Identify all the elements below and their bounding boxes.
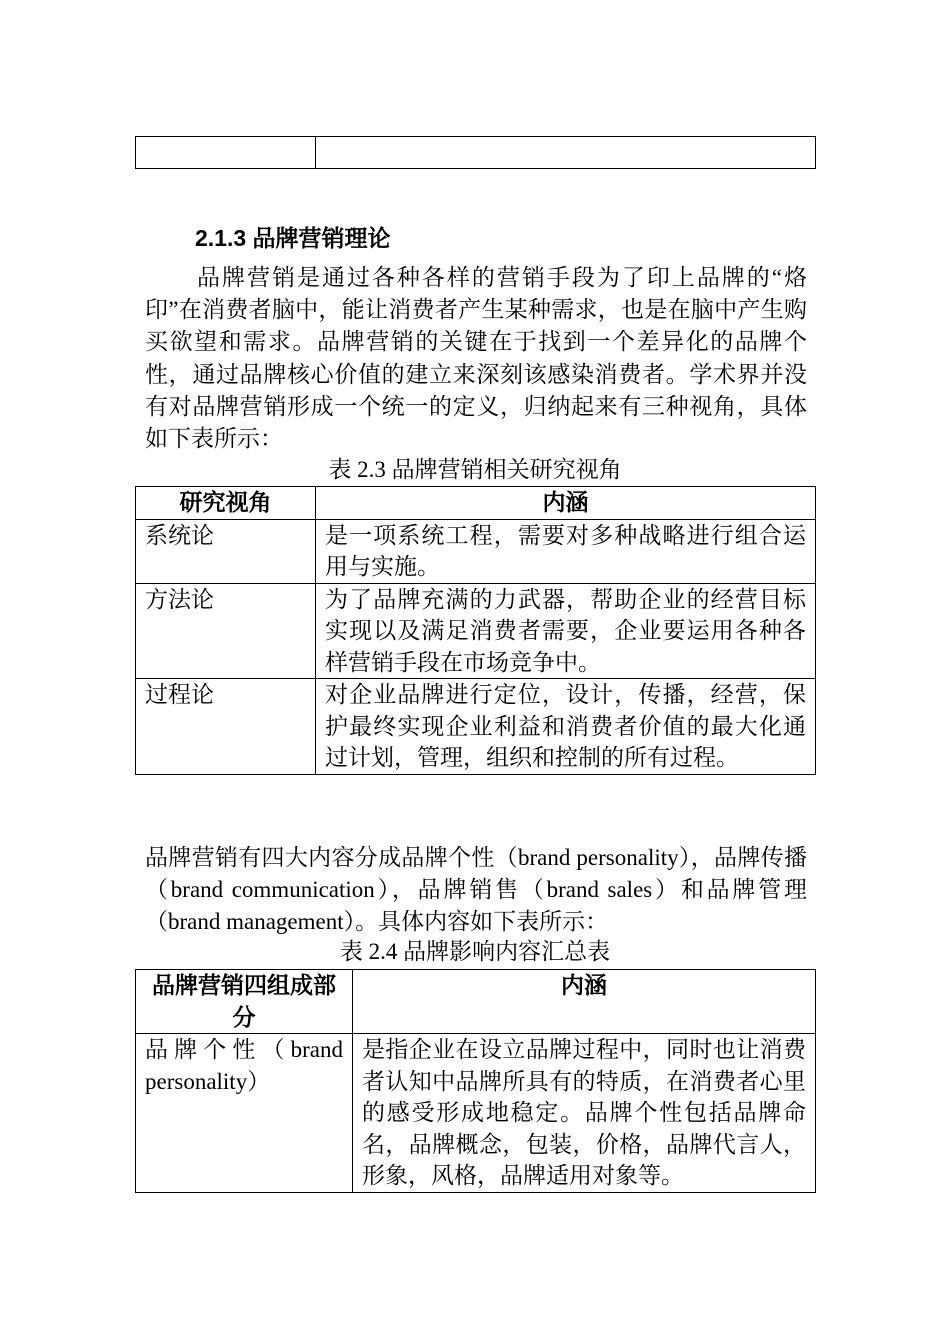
table-cell: 是一项系统工程，需要对多种战略进行组合运用与实施。 xyxy=(316,519,816,583)
table-caption-2-3: 表 2.3 品牌营销相关研究视角 xyxy=(328,457,622,482)
table-cell: 对企业品牌进行定位，设计，传播，经营，保护最终实现企业利益和消费者价值的最大化通过计划，管理，组织和控制的所有过程。 xyxy=(316,679,816,775)
table-cell: 系统论 xyxy=(136,519,316,583)
table-cell xyxy=(316,137,816,169)
table-row xyxy=(136,1034,816,1193)
table-cell: 为了品牌充满的力武器，帮助企业的经营目标实现以及满足消费者需要，企业要运用各种各样营销手段在市场竞争中。 xyxy=(316,583,816,679)
table-row xyxy=(136,679,816,775)
table-caption-2-4: 表 2.4 品牌影响内容汇总表 xyxy=(339,939,611,964)
table-cell xyxy=(136,137,316,169)
column-header-perspective: 研究视角 xyxy=(136,487,316,520)
table-row xyxy=(136,137,816,169)
section-heading: 2.1.3 品牌营销理论 xyxy=(195,225,391,251)
table-row xyxy=(136,519,816,583)
column-header-meaning: 内涵 xyxy=(353,970,816,1034)
column-header-components: 品牌营销四组成部分 xyxy=(136,970,353,1034)
table-header-row xyxy=(136,487,816,520)
table-header-row xyxy=(136,970,816,1034)
column-header-meaning: 内涵 xyxy=(316,487,816,520)
research-perspective-table xyxy=(135,486,816,775)
previous-table-fragment xyxy=(135,136,816,169)
body-paragraph-2: 品牌营销有四大内容分成品牌个性（brand personality），品牌传播（brand communication），品牌销售（brand sales）和品牌管理（brand management）。具体内容如下表所示： xyxy=(145,845,807,935)
table-cell: 品牌个性（brand personality） xyxy=(136,1034,353,1193)
table-cell: 是指企业在设立品牌过程中，同时也让消费者认知中品牌所具有的特质，在消费者心里的感受形成地稳定。品牌个性包括品牌命名，品牌概念，包装，价格，品牌代言人，形象，风格，品牌适用对象等。 xyxy=(353,1034,816,1193)
brand-influence-summary-table xyxy=(135,969,816,1193)
table-cell: 过程论 xyxy=(136,679,316,775)
table-cell: 方法论 xyxy=(136,583,316,679)
table-row xyxy=(136,583,816,679)
body-paragraph-1: 品牌营销是通过各种各样的营销手段为了印上品牌的“烙印”在消费者脑中，能让消费者产生某种需求，也是在脑中产生购买欲望和需求。品牌营销的关键在于找到一个差异化的品牌个性，通过品牌核心价值的建立来深刻该感染消费者。学术界并没有对品牌营销形成一个统一的定义，归纳起来有三种视角，具体如下表所示： xyxy=(145,265,807,452)
